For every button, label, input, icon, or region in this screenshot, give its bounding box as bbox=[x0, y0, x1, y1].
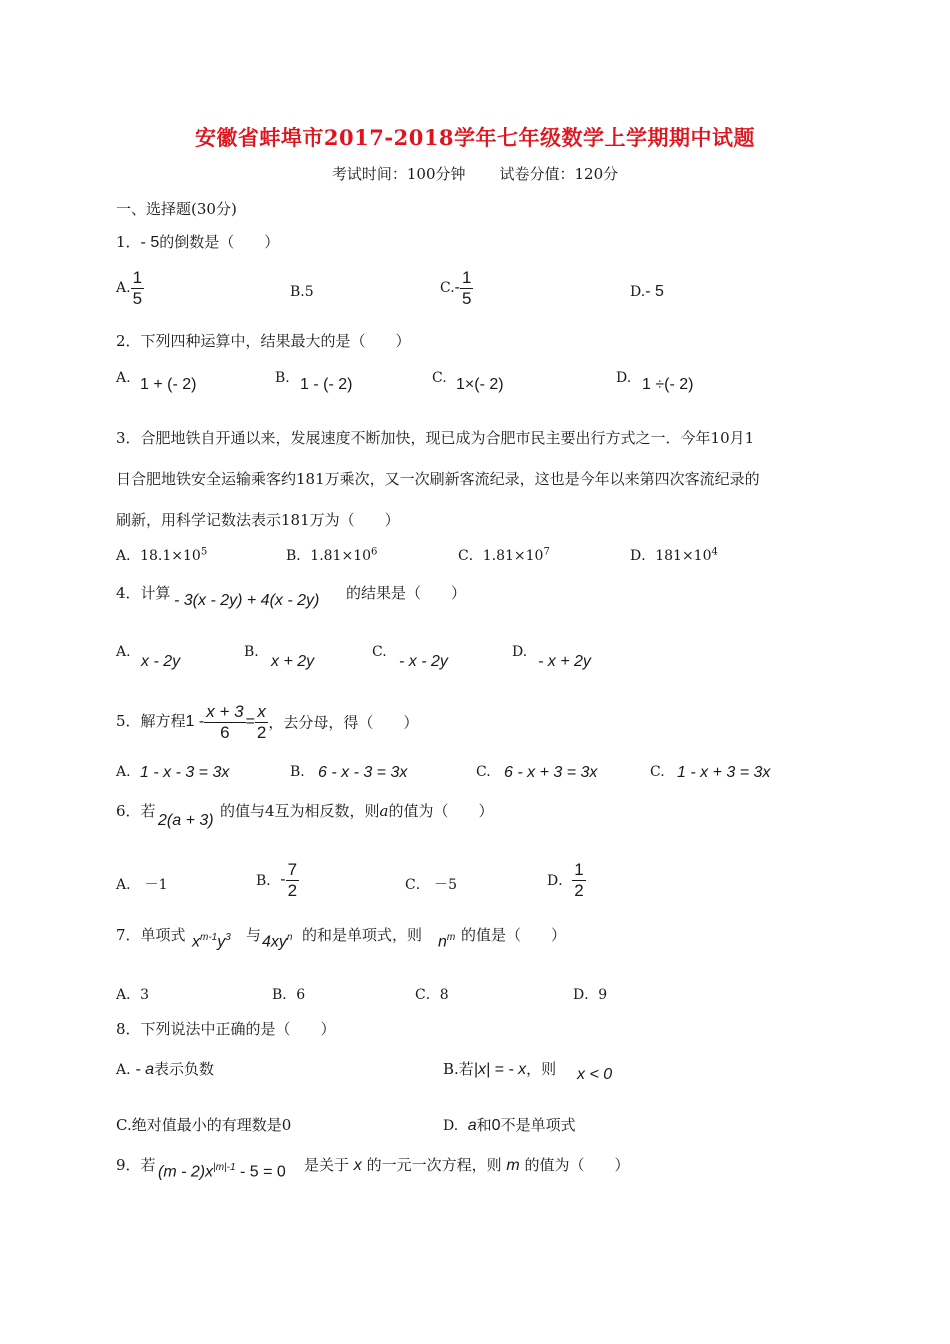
option-value: A．18.1×10 bbox=[116, 548, 201, 564]
numerator: 1 bbox=[574, 860, 584, 879]
denominator: 2 bbox=[256, 722, 267, 742]
math-expr: - 5 bbox=[140, 234, 160, 251]
q4-option-a-expr: x - 2y bbox=[141, 653, 181, 670]
math-var: x bbox=[192, 933, 200, 951]
question-4-lead: 4．计算 bbox=[116, 584, 171, 602]
math-var: n bbox=[438, 933, 447, 951]
math-expr: 4xy bbox=[262, 933, 287, 951]
q4-option-d-label: D. bbox=[512, 644, 528, 660]
q6-expression: 2(a + 3) bbox=[158, 812, 214, 829]
q4-option-b-label: B. bbox=[244, 644, 259, 660]
q1-option-c bbox=[440, 268, 473, 308]
exponent: 5 bbox=[200, 546, 208, 558]
option-value: B．1.81×10 bbox=[286, 548, 372, 564]
math-expr: (m - 2)x bbox=[158, 1163, 214, 1181]
numerator: 1 bbox=[462, 268, 472, 287]
q5-option-b-label: B. bbox=[290, 764, 305, 780]
question-9-lead: 9．若 bbox=[116, 1156, 156, 1174]
option-label: B. bbox=[290, 284, 305, 300]
exponent: 3 bbox=[225, 932, 231, 943]
question-number: 2． bbox=[116, 332, 141, 350]
question-6-lead: 6．若 bbox=[116, 802, 156, 820]
q7-monomial-1 bbox=[192, 932, 231, 951]
q2-option-b bbox=[275, 368, 290, 386]
question-text: 的倒数是（ ） bbox=[159, 233, 280, 251]
q4-expression: - 3(x - 2y) + 4(x - 2y) bbox=[174, 592, 320, 609]
option-label: D. bbox=[630, 284, 646, 300]
q5-option-a-label: A. bbox=[116, 764, 131, 780]
math-expr: - a bbox=[135, 1061, 155, 1078]
q2-option-d bbox=[616, 368, 631, 386]
equals-sign: = bbox=[245, 713, 255, 731]
math-expr: 1 - bbox=[185, 713, 205, 731]
option-label: B． bbox=[256, 873, 281, 890]
q6-option-d bbox=[547, 860, 586, 900]
question-7-lead: 7．单项式 bbox=[116, 926, 186, 944]
exponent: 6 bbox=[371, 546, 378, 558]
fraction bbox=[286, 860, 299, 900]
option-label: A. bbox=[116, 280, 131, 297]
denominator: 2 bbox=[574, 880, 584, 900]
question-8: 8．下列说法中正确的是（ ） bbox=[116, 1020, 336, 1038]
question-number: 1． bbox=[116, 233, 141, 251]
option-label: C. bbox=[440, 280, 455, 297]
q7-option-a: A．3 bbox=[116, 987, 150, 1003]
q2-option-c bbox=[432, 368, 447, 386]
q6-option-b bbox=[256, 860, 299, 900]
option-label: B.若 bbox=[443, 1060, 474, 1078]
q7-monomial-2 bbox=[262, 932, 292, 951]
math-expr: 0 bbox=[491, 1117, 501, 1134]
denominator: 5 bbox=[132, 288, 143, 308]
q4-option-c-expr: - x - 2y bbox=[399, 653, 448, 670]
option-label: D. bbox=[443, 1118, 459, 1134]
question-text: 的值为（ ） bbox=[524, 1156, 630, 1174]
q2-option-a bbox=[116, 368, 131, 386]
q7-option-c: C．8 bbox=[415, 987, 449, 1003]
option-label: B. bbox=[275, 370, 290, 386]
q3-option-c bbox=[458, 545, 550, 565]
q5-option-d-label: C. bbox=[650, 764, 665, 780]
option-label: D. bbox=[616, 370, 632, 386]
exam-info bbox=[0, 163, 950, 184]
q7-option-d: D．9 bbox=[573, 987, 608, 1003]
option-label: C. bbox=[432, 370, 447, 386]
q2-option-c-expr: 1×(- 2) bbox=[456, 376, 504, 393]
q3-option-a bbox=[116, 545, 207, 565]
document-title: 安徽省蚌埠市2017-2018学年七年级数学上学期期中试题 bbox=[194, 125, 756, 150]
math-var: a bbox=[379, 802, 389, 820]
q5-option-c-label: C. bbox=[476, 764, 491, 780]
q1-option-a bbox=[116, 268, 144, 308]
fraction bbox=[255, 702, 268, 742]
question-7-text: 的和是单项式，则 bbox=[302, 926, 423, 944]
question-4-text: 的结果是（ ） bbox=[346, 584, 467, 602]
fraction bbox=[460, 268, 473, 308]
minus-sign: - bbox=[454, 279, 460, 297]
math-var: x bbox=[353, 1157, 362, 1174]
q2-option-d-expr: 1 ÷(- 2) bbox=[642, 376, 694, 393]
option-label: C． bbox=[405, 877, 430, 893]
exponent: 4 bbox=[711, 546, 718, 558]
option-value: －5 bbox=[434, 877, 458, 893]
math-expr: |x| = - x bbox=[473, 1061, 527, 1078]
q2-option-a-expr: 1 + (- 2) bbox=[140, 376, 197, 393]
option-value: C．1.81×10 bbox=[458, 548, 544, 564]
q1-option-b bbox=[290, 282, 314, 300]
q7-power bbox=[438, 932, 455, 951]
option-value: －1 bbox=[144, 877, 168, 893]
q9-equation bbox=[158, 1162, 286, 1181]
question-text: 的一元一次方程，则 bbox=[366, 1156, 502, 1174]
question-text: 的值与4互为相反数，则 bbox=[220, 802, 380, 820]
q1-option-d bbox=[630, 282, 664, 301]
question-6-text bbox=[220, 800, 494, 821]
option-label: D． bbox=[547, 873, 573, 890]
q7-option-b: B．6 bbox=[272, 987, 306, 1003]
q2-option-b-expr: 1 - (- 2) bbox=[300, 376, 353, 393]
question-3-line-2: 日合肥地铁安全运输乘客约181万乘次，又一次刷新客流纪录，这也是今年以来第四次客流纪录的 bbox=[116, 470, 760, 488]
fraction bbox=[204, 702, 245, 742]
exponent: n bbox=[286, 932, 293, 943]
denominator: 2 bbox=[287, 880, 298, 900]
option-value: 5 bbox=[304, 284, 314, 300]
minus-sign: - bbox=[280, 871, 286, 889]
question-5 bbox=[116, 702, 418, 742]
question-text: 是关于 bbox=[304, 1156, 350, 1174]
option-value: D．181×10 bbox=[630, 548, 712, 564]
math-var: m bbox=[506, 1157, 520, 1174]
q3-option-b bbox=[286, 545, 377, 565]
question-9-text bbox=[304, 1154, 630, 1175]
q7-with: 与 bbox=[246, 926, 262, 944]
option-label: A. bbox=[116, 1062, 131, 1078]
numerator: 1 bbox=[132, 268, 143, 287]
question-text: ，去分母，得（ ） bbox=[268, 713, 419, 732]
question-3-line-1: 3．合肥地铁自开通以来，发展速度不断加快，现已成为合肥市民主要出行方式之一．今年10月1 bbox=[116, 429, 755, 447]
q5-option-b-expr: 6 - x - 3 = 3x bbox=[318, 764, 408, 781]
numerator: 7 bbox=[287, 860, 298, 879]
exam-time: 考试时间：100分钟 bbox=[331, 165, 466, 183]
question-7-text-2: 的值是（ ） bbox=[461, 926, 567, 944]
q6-option-a bbox=[116, 874, 168, 894]
question-text: 下列四种运算中，结果最大的是（ ） bbox=[140, 332, 411, 350]
q8-option-b-cond: x < 0 bbox=[577, 1066, 613, 1083]
q8-option-b bbox=[443, 1058, 556, 1079]
fraction bbox=[572, 860, 585, 900]
q8-option-a bbox=[116, 1058, 214, 1079]
exponent: m bbox=[446, 932, 456, 943]
option-text: ，则 bbox=[526, 1060, 557, 1078]
q4-option-c-label: C. bbox=[372, 644, 387, 660]
q3-option-d bbox=[630, 545, 718, 565]
q5-option-d-expr: 1 - x + 3 = 3x bbox=[677, 764, 771, 781]
exam-score: 试卷分值：120分 bbox=[499, 165, 619, 183]
question-1 bbox=[116, 231, 279, 252]
section-heading: 一、选择题(30分) bbox=[116, 200, 237, 218]
numerator: x bbox=[255, 702, 268, 723]
q4-option-b-expr: x + 2y bbox=[271, 653, 315, 670]
question-2 bbox=[116, 330, 411, 351]
q6-option-c bbox=[405, 874, 457, 894]
math-var: a bbox=[467, 1117, 477, 1134]
math-expr: - 5 = 0 bbox=[235, 1163, 286, 1181]
question-number: 5．解方程 bbox=[116, 712, 186, 731]
option-value: - 5 bbox=[645, 283, 664, 300]
fraction bbox=[131, 268, 144, 308]
q4-option-d-expr: - x + 2y bbox=[538, 653, 591, 670]
q5-option-a-expr: 1 - x - 3 = 3x bbox=[140, 764, 230, 781]
numerator: x + 3 bbox=[206, 702, 244, 721]
question-3-line-3: 刷新，用科学记数法表示181万为（ ） bbox=[116, 511, 400, 529]
question-text: 的值为（ ） bbox=[388, 802, 494, 820]
q8-option-c: C.绝对值最小的有理数是0 bbox=[116, 1116, 292, 1134]
q4-option-a-label: A. bbox=[116, 644, 131, 660]
denominator: 5 bbox=[462, 288, 472, 308]
q8-option-d bbox=[443, 1114, 576, 1135]
math-var: y bbox=[217, 933, 226, 951]
exponent: 7 bbox=[543, 546, 550, 558]
q5-option-c-expr: 6 - x + 3 = 3x bbox=[504, 764, 598, 781]
exponent: |m|-1 bbox=[213, 1162, 236, 1173]
option-text: 表示负数 bbox=[154, 1060, 215, 1078]
option-text: 和 bbox=[476, 1116, 492, 1134]
option-text: 不是单项式 bbox=[500, 1116, 576, 1134]
option-label: A． bbox=[116, 877, 141, 893]
exponent: m-1 bbox=[200, 932, 218, 943]
denominator: 6 bbox=[220, 722, 230, 742]
option-label: A. bbox=[116, 370, 131, 386]
